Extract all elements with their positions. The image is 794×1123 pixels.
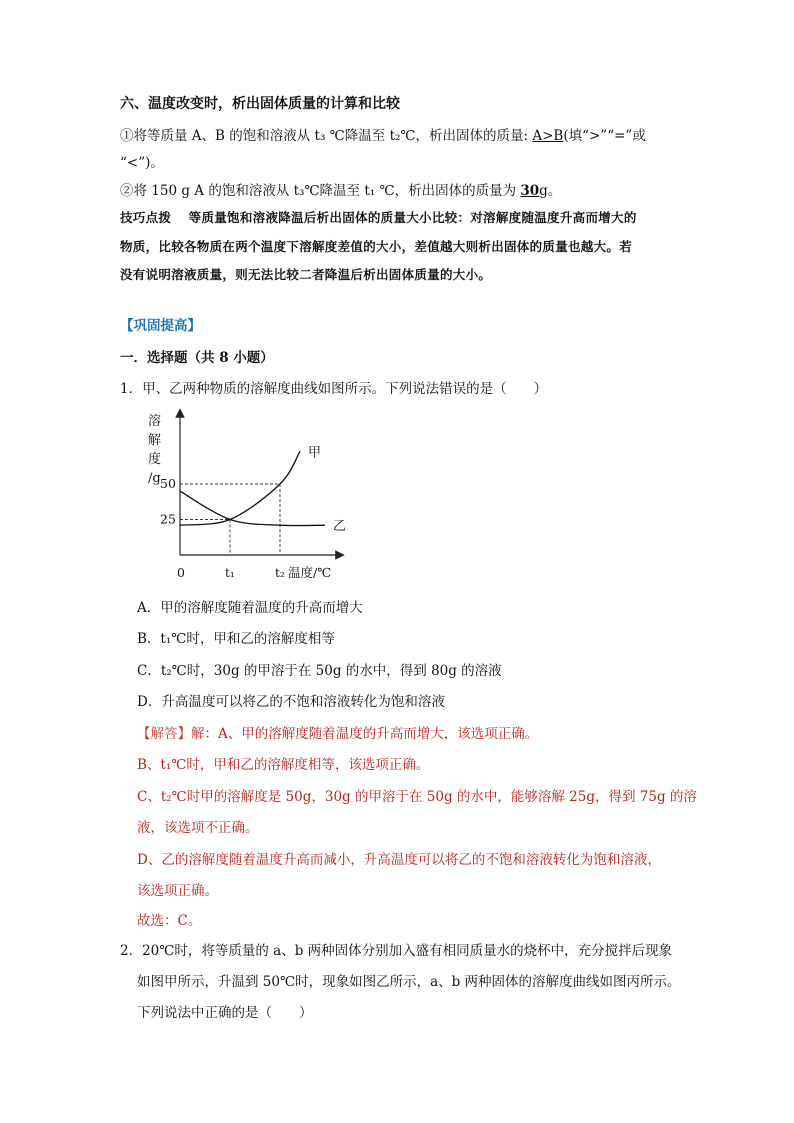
series-curve-0 bbox=[180, 451, 300, 525]
question2-line3: 下列说法中正确的是（ ） bbox=[137, 1005, 313, 1021]
section6-question1-line1 bbox=[120, 124, 646, 144]
y-axis-label-char: 解 bbox=[148, 433, 162, 448]
question2-line2: 如图甲所示，升温到 50℃时，现象如图乙所示，a、b 两种固体的溶解度曲线如图丙所示。 bbox=[137, 974, 681, 990]
y-axis-label-char: 度 bbox=[148, 452, 162, 467]
question2-line1: 2．20℃时，将等质量的 a、b 两种固体分别加入盛有相同质量水的烧杯中，充分搅拌后现象 bbox=[120, 943, 673, 959]
q1-option-b: B．t₁℃时，甲和乙的溶解度相等 bbox=[137, 631, 335, 647]
section6-q1-text-a: ①将等质量 A、B 的饱和溶液从 t₃ ℃降温至 t₂℃，析出固体的质量: bbox=[120, 128, 533, 144]
solubility-chart bbox=[140, 405, 360, 585]
section6-q1-text-b: (填“>”“=”或 bbox=[563, 128, 646, 144]
q1-answer-d-line2: 该选项正确。 bbox=[137, 883, 218, 899]
x-tick-label: t₂ bbox=[275, 566, 285, 580]
y-axis-label-char: 溶 bbox=[148, 414, 162, 429]
choice-section-header: 一．选择题（共 8 小题） bbox=[120, 350, 274, 366]
q1-option-c: C．t₂℃时，30g 的甲溶于在 50g 的水中，得到 80g 的溶液 bbox=[137, 663, 502, 679]
series-curve-1 bbox=[180, 491, 325, 526]
tip-line-3: 没有说明溶液质量，则无法比较二者降温后析出固体质量的大小。 bbox=[120, 267, 492, 282]
q1-answer-a bbox=[137, 722, 538, 742]
question1-stem: 1．甲、乙两种物质的溶解度曲线如图所示。下列说法错误的是（ ） bbox=[120, 381, 548, 397]
answer-text-a: 解：A、甲的溶解度随着温度的升高而增大，该选项正确。 bbox=[191, 726, 539, 742]
origin-label: 0 bbox=[177, 565, 185, 580]
tip-line-1: 技巧点拨 等质量饱和溶液降温后析出固体的质量大小比较：对溶解度随温度升高而增大的 bbox=[120, 210, 637, 225]
section6-title: 六、温度改变时，析出固体质量的计算和比较 bbox=[120, 96, 400, 112]
section6-q2-answer: 30 bbox=[520, 183, 540, 199]
answer-tag: 【解答】 bbox=[137, 726, 191, 742]
consolidate-header: 【巩固提高】 bbox=[120, 318, 201, 334]
section6-q2-text-a: ②将 150 g A 的饱和溶液从 t₃℃降温至 t₁ ℃，析出固体的质量为 bbox=[120, 183, 521, 199]
x-axis-label: 温度/℃ bbox=[288, 565, 332, 580]
q1-conclusion: 故选：C。 bbox=[137, 913, 202, 929]
section6-q2-text-b: g。 bbox=[539, 183, 562, 199]
tip-line-2: 物质，比较各物质在两个温度下溶解度差值的大小，差值越大则析出固体的质量也越大。若 bbox=[120, 239, 633, 254]
q1-answer-d-line1: D、乙的溶解度随着温度升高而减小，升高温度可以将乙的不饱和溶液转化为饱和溶液， bbox=[137, 852, 661, 868]
q1-answer-b: B、t₁℃时，甲和乙的溶解度相等，该选项正确。 bbox=[137, 757, 430, 773]
series-label-0: 甲 bbox=[308, 445, 322, 461]
section6-q1-answer: A>B bbox=[532, 128, 564, 144]
y-tick-label: 25 bbox=[160, 511, 176, 527]
x-tick-label: t₁ bbox=[225, 566, 235, 580]
y-tick-label: 50 bbox=[160, 476, 176, 491]
y-axis-label-char: /g bbox=[148, 471, 161, 486]
q1-answer-c-line1: C、t₂℃时甲的溶解度是 50g，30g 的甲溶于在 50g 的水中，能够溶解 25g，得到 75g 的溶 bbox=[137, 789, 697, 805]
q1-option-d: D．升高温度可以将乙的不饱和溶液转化为饱和溶液 bbox=[137, 694, 445, 710]
section6-question2 bbox=[120, 179, 561, 199]
section6-question1-line2: “<”)。 bbox=[120, 155, 164, 171]
q1-option-a: A．甲的溶解度随着温度的升高而增大 bbox=[137, 600, 363, 616]
q1-answer-c-line2: 液，该选项不正确。 bbox=[137, 820, 259, 836]
series-label-1: 乙 bbox=[333, 519, 347, 535]
